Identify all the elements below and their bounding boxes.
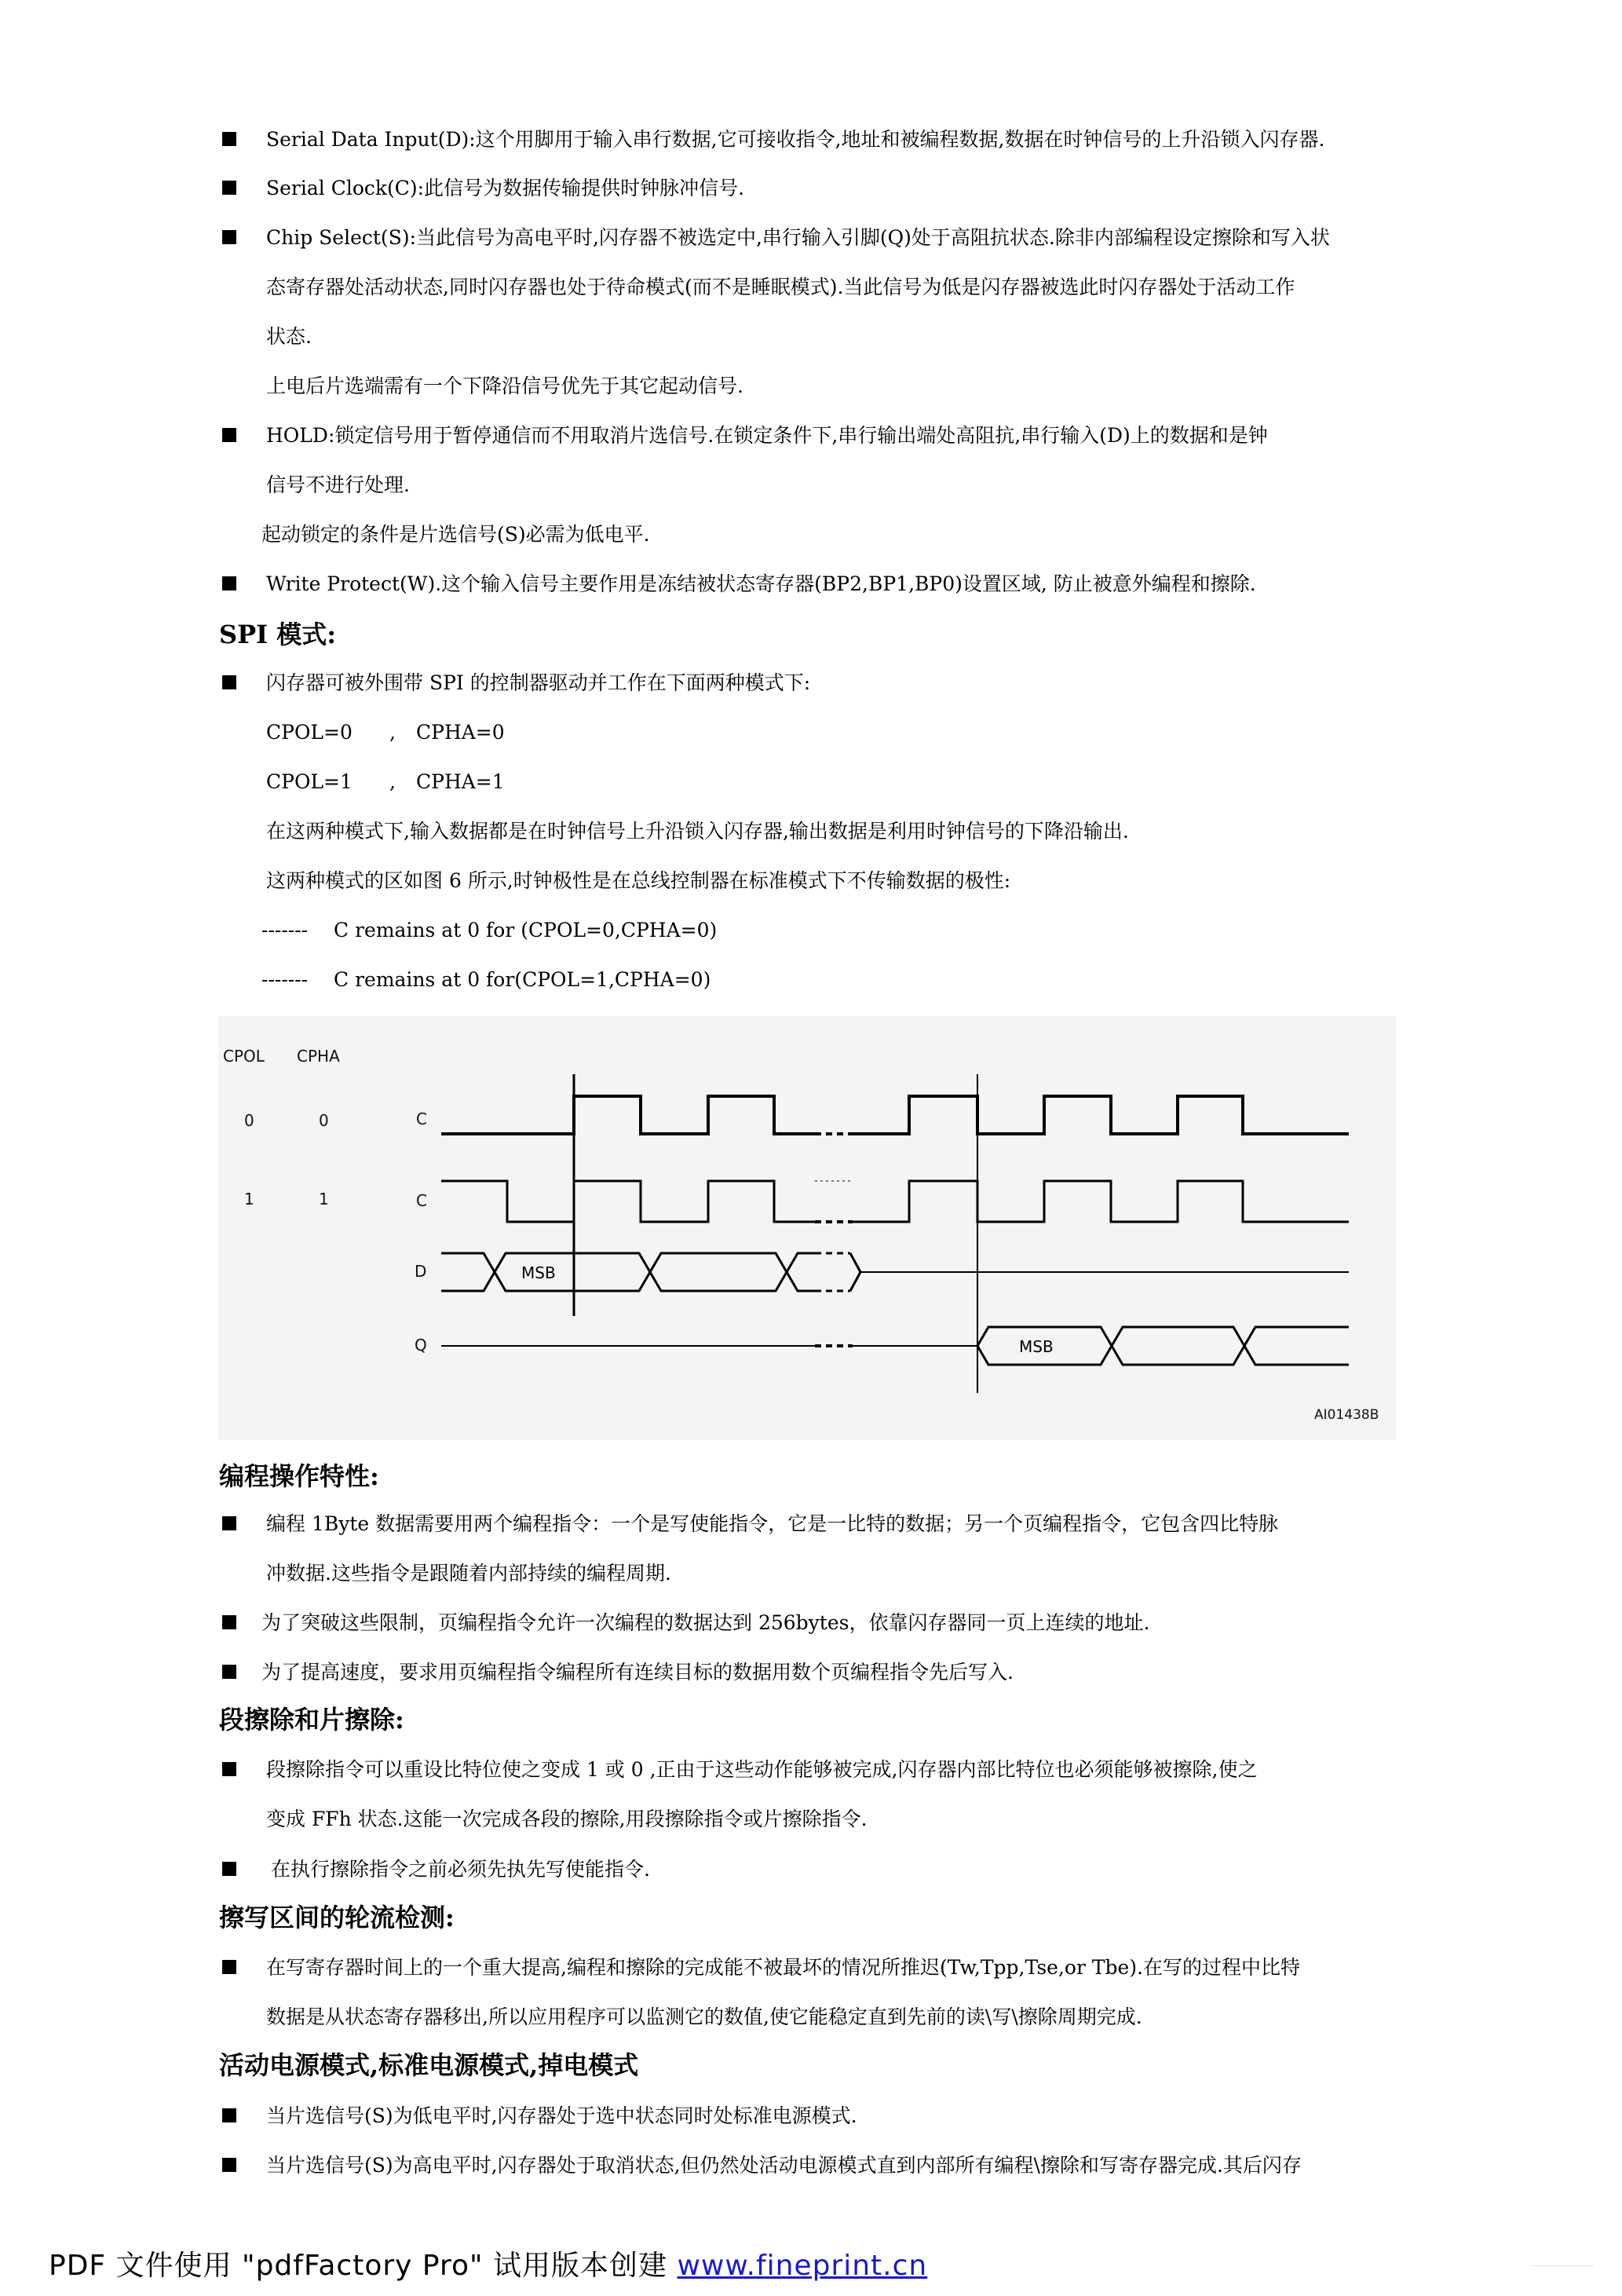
bullet [222, 132, 236, 146]
spi-note1-dash: ------- [261, 919, 309, 941]
diagram-row2-cpha: 1 [319, 1190, 329, 1208]
bullet [222, 675, 236, 689]
pin-hold-line3: 起动锁定的条件是片选信号(S)必需为低电平. [261, 523, 650, 546]
erase-p1-line2: 变成 FFh 状态.这能一次完成各段的擦除,用段擦除指令或片擦除指令. [266, 1808, 868, 1830]
pin-chip-select-line3: 状态. [266, 325, 312, 348]
program-p3: 为了提高速度，要求用页编程指令编程所有连续目标的数据用数个页编程指令先后写入. [261, 1661, 1014, 1684]
pin-chip-select-line1: Chip Select(S):当此信号为高电平时,闪存器不被选定中,串行输入引脚(Q)处于高阻抗状态.除非内部编程设定擦除和写入状 [266, 226, 1330, 249]
spi-desc-line1: 在这两种模式下,输入数据都是在时钟信号上升沿锁入闪存器,输出数据是利用时钟信号的下降沿输出. [266, 820, 1129, 843]
bullet [222, 2158, 236, 2172]
pin-serial-clock: Serial Clock(C):此信号为数据传输提供时钟脉冲信号. [266, 177, 745, 199]
pin-hold-line1: HOLD:锁定信号用于暂停通信而不用取消片选信号.在锁定条件下,串行输出端处高阻抗,串行输入(D)上的数据和是钟 [266, 424, 1268, 447]
data-q-msb: MSB [1019, 1337, 1054, 1356]
pin-chip-select-line4: 上电后片选端需有一个下降沿信号优先于其它起动信号. [266, 375, 743, 397]
erase-heading: 段擦除和片擦除: [219, 1705, 404, 1735]
power-heading: 活动电源模式,标准电源模式,掉电模式 [219, 2050, 639, 2080]
pin-chip-select-line2: 态寄存器处活动状态,同时闪存器也处于待命模式(而不是睡眠模式).当此信号为低是闪存器被选此时闪存器处于活动工作 [266, 276, 1295, 298]
footer-link[interactable]: www.fineprint.cn [677, 2250, 928, 2282]
diagram-background [218, 1016, 1396, 1440]
spi-mode1-cpha: CPHA=0 [416, 721, 505, 744]
spi-desc-line2: 这两种模式的区如图 6 所示,时钟极性是在总线控制器在标准模式下不传输数据的极性: [266, 869, 1011, 892]
spi-intro: 闪存器可被外围带 SPI 的控制器驱动并工作在下面两种模式下: [266, 671, 811, 694]
diagram-col-cpha: CPHA [297, 1047, 340, 1066]
polling-heading: 擦写区间的轮流检测: [219, 1903, 455, 1932]
bullet [222, 576, 236, 590]
diagram-row1-cpol: 0 [244, 1111, 254, 1130]
bullet [222, 1762, 236, 1776]
polling-p1-line1: 在写寄存器时间上的一个重大提高,编程和擦除的完成能不被最坏的情况所推迟(Tw,Tpp,Tse,or Tbe).在写的过程中比特 [266, 1956, 1301, 1979]
diagram-signal-c2: C [416, 1191, 427, 1210]
pin-write-protect: Write Protect(W).这个输入信号主要作用是冻结被状态寄存器(BP2,BP1,BP0)设置区域, 防止被意外编程和擦除. [266, 572, 1256, 595]
diagram-row1-cpha: 0 [319, 1111, 329, 1130]
program-p1-line1: 编程 1Byte 数据需要用两个编程指令：一个是写使能指令，它是一比特的数据；另一个页编程指令，它包含四比特脉 [266, 1512, 1279, 1535]
diagram-signal-q: Q [415, 1336, 427, 1355]
program-p1-line2: 冲数据.这些指令是跟随着内部持续的编程周期. [266, 1562, 671, 1585]
diagram-row2-cpol: 1 [244, 1190, 254, 1208]
corner-mark [1531, 2265, 1594, 2266]
bullet [222, 230, 236, 244]
spi-mode1-separator: , [389, 721, 396, 744]
erase-p1-line1: 段擦除指令可以重设比特位使之变成 1 或 0 ,正由于这些动作能够被完成,闪存器内部比特位也必须能够被擦除,使之 [266, 1758, 1258, 1781]
spi-timing-diagram [218, 1016, 1396, 1440]
spi-mode2-separator: , [389, 770, 396, 793]
diagram-signal-d: D [415, 1262, 427, 1281]
program-p2: 为了突破这些限制，页编程指令允许一次编程的数据达到 256bytes，依靠闪存器同一页上连续的地址. [261, 1611, 1150, 1634]
bullet [222, 181, 236, 195]
bullet [222, 1615, 236, 1629]
spi-note2: C remains at 0 for(CPOL=1,CPHA=0) [334, 968, 711, 991]
spi-mode2-cpol: CPOL=1 [266, 770, 353, 793]
bullet [222, 1665, 236, 1679]
footer-text: PDF 文件使用 "pdfFactory Pro" 试用版本创建 [49, 2250, 678, 2282]
pin-hold-line2: 信号不进行处理. [266, 473, 410, 496]
diagram-col-cpol: CPOL [223, 1047, 265, 1066]
pdf-footer [49, 2249, 927, 2283]
diagram-figure-id: AI01438B [1314, 1407, 1379, 1423]
pin-serial-data-input: Serial Data Input(D):这个用脚用于输入串行数据,它可接收指令,地址和被编程数据,数据在时钟信号的上升沿锁入闪存器. [266, 128, 1325, 151]
bullet [222, 2108, 236, 2122]
bullet [222, 1516, 236, 1530]
spi-mode1-cpol: CPOL=0 [266, 721, 353, 744]
bullet [222, 1960, 236, 1974]
power-p2: 当片选信号(S)为高电平时,闪存器处于取消状态,但仍然处活动电源模式直到内部所有编程\擦除和写寄存器完成.其后闪存 [266, 2154, 1302, 2177]
program-heading: 编程操作特性: [219, 1461, 379, 1491]
bullet [222, 1862, 236, 1876]
spi-heading: SPI 模式: [219, 620, 337, 649]
polling-p1-line2: 数据是从状态寄存器移出,所以应用程序可以监测它的数值,使它能稳定直到先前的读\写\擦除周期完成. [266, 2005, 1142, 2028]
data-d-msb: MSB [521, 1263, 556, 1282]
spi-note1: C remains at 0 for (CPOL=0,CPHA=0) [334, 919, 718, 941]
bullet [222, 428, 236, 442]
spi-note2-dash: ------- [261, 968, 309, 991]
diagram-signal-c1: C [416, 1110, 427, 1128]
power-p1: 当片选信号(S)为低电平时,闪存器处于选中状态同时处标准电源模式. [266, 2104, 857, 2127]
spi-mode2-cpha: CPHA=1 [416, 770, 505, 793]
erase-p2: 在执行擦除指令之前必须先执先写使能指令. [271, 1858, 650, 1881]
